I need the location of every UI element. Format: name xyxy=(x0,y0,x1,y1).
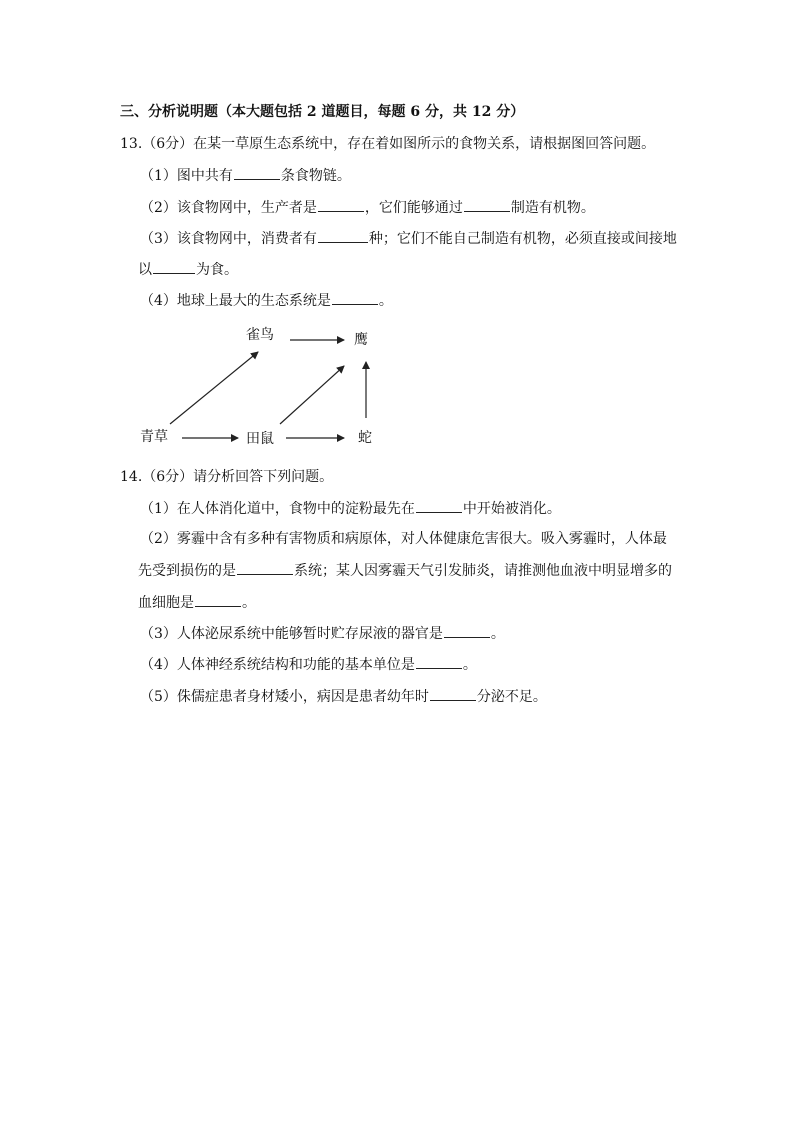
q13-p3-text-b: 种；它们不能自己制造有机物，必须直接或间接地 xyxy=(368,231,677,247)
q13-p4-text-a: （4）地球上最大的生态系统是 xyxy=(140,293,331,309)
answer-blank[interactable] xyxy=(416,498,462,513)
q13-part-1 xyxy=(140,165,351,186)
q14-p4-text-a: （4）人体神经系统结构和功能的基本单位是 xyxy=(140,657,415,673)
q13-p3-text-c: 以 xyxy=(138,262,152,278)
node-grass: 青草 xyxy=(140,429,168,445)
q13-p1-text-a: （1）图中共有 xyxy=(140,168,233,184)
q14-part-1 xyxy=(140,498,561,519)
q14-p5-text-b: 分泌不足。 xyxy=(476,689,547,705)
q14-p3-text-b: 。 xyxy=(490,626,505,642)
q14-p5-text-a: （5）侏儒症患者身材矮小，病因是患者幼年时 xyxy=(140,689,429,705)
section-heading: 三、分析说明题（本大题包括 2 道题目，每题 6 分，共 12 分） xyxy=(120,104,525,120)
q14-p1-text-b: 中开始被消化。 xyxy=(462,501,561,517)
answer-blank[interactable] xyxy=(318,197,364,212)
node-snake: 蛇 xyxy=(358,430,372,446)
q14-part-5 xyxy=(140,686,547,707)
answer-blank[interactable] xyxy=(464,197,510,212)
arrow-vole-to-hawk xyxy=(280,366,344,424)
answer-blank[interactable] xyxy=(195,592,241,607)
q13-p4-text-b: 。 xyxy=(378,293,393,309)
q13-part-3-line-1 xyxy=(140,228,677,249)
q14-p3-text-a: （3）人体泌尿系统中能够暂时贮存尿液的器官是 xyxy=(140,626,443,642)
answer-blank[interactable] xyxy=(153,259,195,274)
q13-p2-text-c: 制造有机物。 xyxy=(510,200,595,216)
answer-blank[interactable] xyxy=(444,623,490,638)
answer-blank[interactable] xyxy=(416,654,462,669)
arrow-grass-to-bird xyxy=(170,352,258,424)
food-web-diagram xyxy=(130,320,390,452)
q14-p2-text-e: 。 xyxy=(242,595,256,611)
answer-blank[interactable] xyxy=(234,165,280,180)
question-13-stem: 13.（6分）在某一草原生态系统中，存在着如图所示的食物关系，请根据图回答问题。 xyxy=(120,136,656,152)
q13-p2-text-b: ，它们能够通过 xyxy=(364,200,463,216)
q13-p3-text-d: 为食。 xyxy=(196,262,238,278)
q14-p2-text-b: 先受到损伤的是 xyxy=(138,563,236,579)
answer-blank[interactable] xyxy=(318,228,368,243)
q14-part-2-line-3 xyxy=(138,592,256,613)
question-14-stem: 14.（6分）请分析回答下列问题。 xyxy=(120,469,334,485)
answer-blank[interactable] xyxy=(332,290,378,305)
q13-part-4 xyxy=(140,290,393,311)
q14-p4-text-b: 。 xyxy=(462,657,477,673)
q14-p2-text-c: 系统；某人因雾霾天气引发肺炎，请推测他血液中明显增多的 xyxy=(294,563,672,579)
answer-blank[interactable] xyxy=(430,686,476,701)
q14-p1-text-a: （1）在人体消化道中，食物中的淀粉最先在 xyxy=(140,501,415,517)
q13-part-2 xyxy=(140,197,595,218)
answer-blank[interactable] xyxy=(237,560,293,575)
q13-p2-text-a: （2）该食物网中，生产者是 xyxy=(140,200,317,216)
node-vole: 田鼠 xyxy=(246,431,274,447)
q14-part-2-line-2 xyxy=(138,560,672,581)
q14-part-3 xyxy=(140,623,505,644)
q14-part-2-line-1 xyxy=(140,529,667,549)
q14-p2-text-a: （2）雾霾中含有多种有害物质和病原体，对人体健康危害很大。吸入雾霾时，人体最 xyxy=(140,531,667,547)
q14-p2-text-d: 血细胞是 xyxy=(138,595,194,611)
node-hawk: 鹰 xyxy=(354,332,368,348)
q13-part-3-line-2 xyxy=(138,259,238,280)
q13-p1-text-b: 条食物链。 xyxy=(280,168,351,184)
q14-part-4 xyxy=(140,654,477,675)
q13-p3-text-a: （3）该食物网中，消费者有 xyxy=(140,231,317,247)
node-bird: 雀鸟 xyxy=(246,327,274,343)
